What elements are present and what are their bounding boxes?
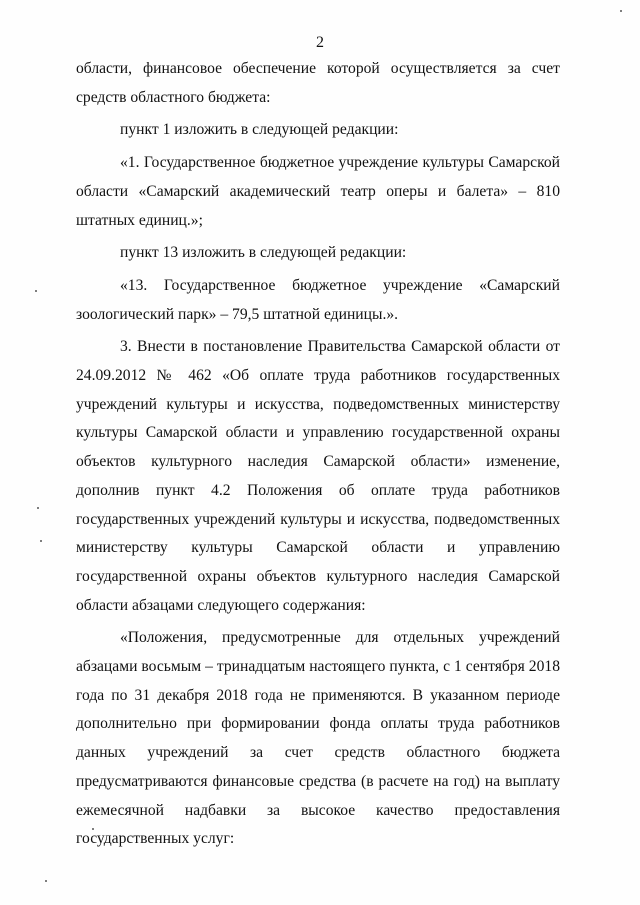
document-body <box>76 55 560 854</box>
paragraph-point-1-intro: пункт 1 изложить в следующей редакции: <box>120 121 399 139</box>
scan-speck <box>35 290 37 292</box>
paragraph-item-3: 3. Внести в постановление Правительства Самарской области от 24.09.2012 № 462 «Об оплате труда работников государственных учреждений культуры и искусства, подведомственных министерству культуры Самарской области и управлению государственной охраны объектов культурного наследия Самарской области» изменение, дополнив пункт 4.2 Положения об оплате труда работников государственных учреждений культуры и искусства, подведомственных министерству культуры Самарской области и управлению государственной охраны объектов культурного наследия Самарской области абзацами следующего содержания: <box>76 338 560 614</box>
paragraph-continuation: области, финансовое обеспечение которой осуществляется за счет средств областного бюджета: <box>76 60 560 106</box>
paragraph-point-13-text: «13. Государственное бюджетное учреждение «Самарский зоологический парк» – 79,5 штатной единицы.». <box>76 276 560 323</box>
paragraph-point-13-intro: пункт 13 изложить в следующей редакции: <box>120 244 407 262</box>
scan-speck <box>40 540 42 542</box>
scan-speck <box>45 880 47 882</box>
scan-speck <box>37 507 39 509</box>
scan-speck <box>620 10 622 12</box>
page-number: 2 <box>316 34 324 51</box>
scan-speck <box>92 828 94 830</box>
paragraph-quoted-provisions: «Положения, предусмотренные для отдельных учреждений абзацами восьмым – тринадцатым настоящего пункта, с 1 сентября 2018 года по 31 декабря 2018 года не применяются. В указанном периоде дополнительно при формировании фонда оплаты труда работников данных учреждений за счет средств областного бюджета предусматриваются финансовые средства (в расчете на год) на выплату ежемесячной надбавки за высокое качество предоставления государственных услуг: <box>76 629 560 848</box>
paragraph-point-1-text: «1. Государственное бюджетное учреждение культуры Самарской области «Самарский академический театр оперы и балета» – 810 штатных единиц.»; <box>76 154 560 229</box>
